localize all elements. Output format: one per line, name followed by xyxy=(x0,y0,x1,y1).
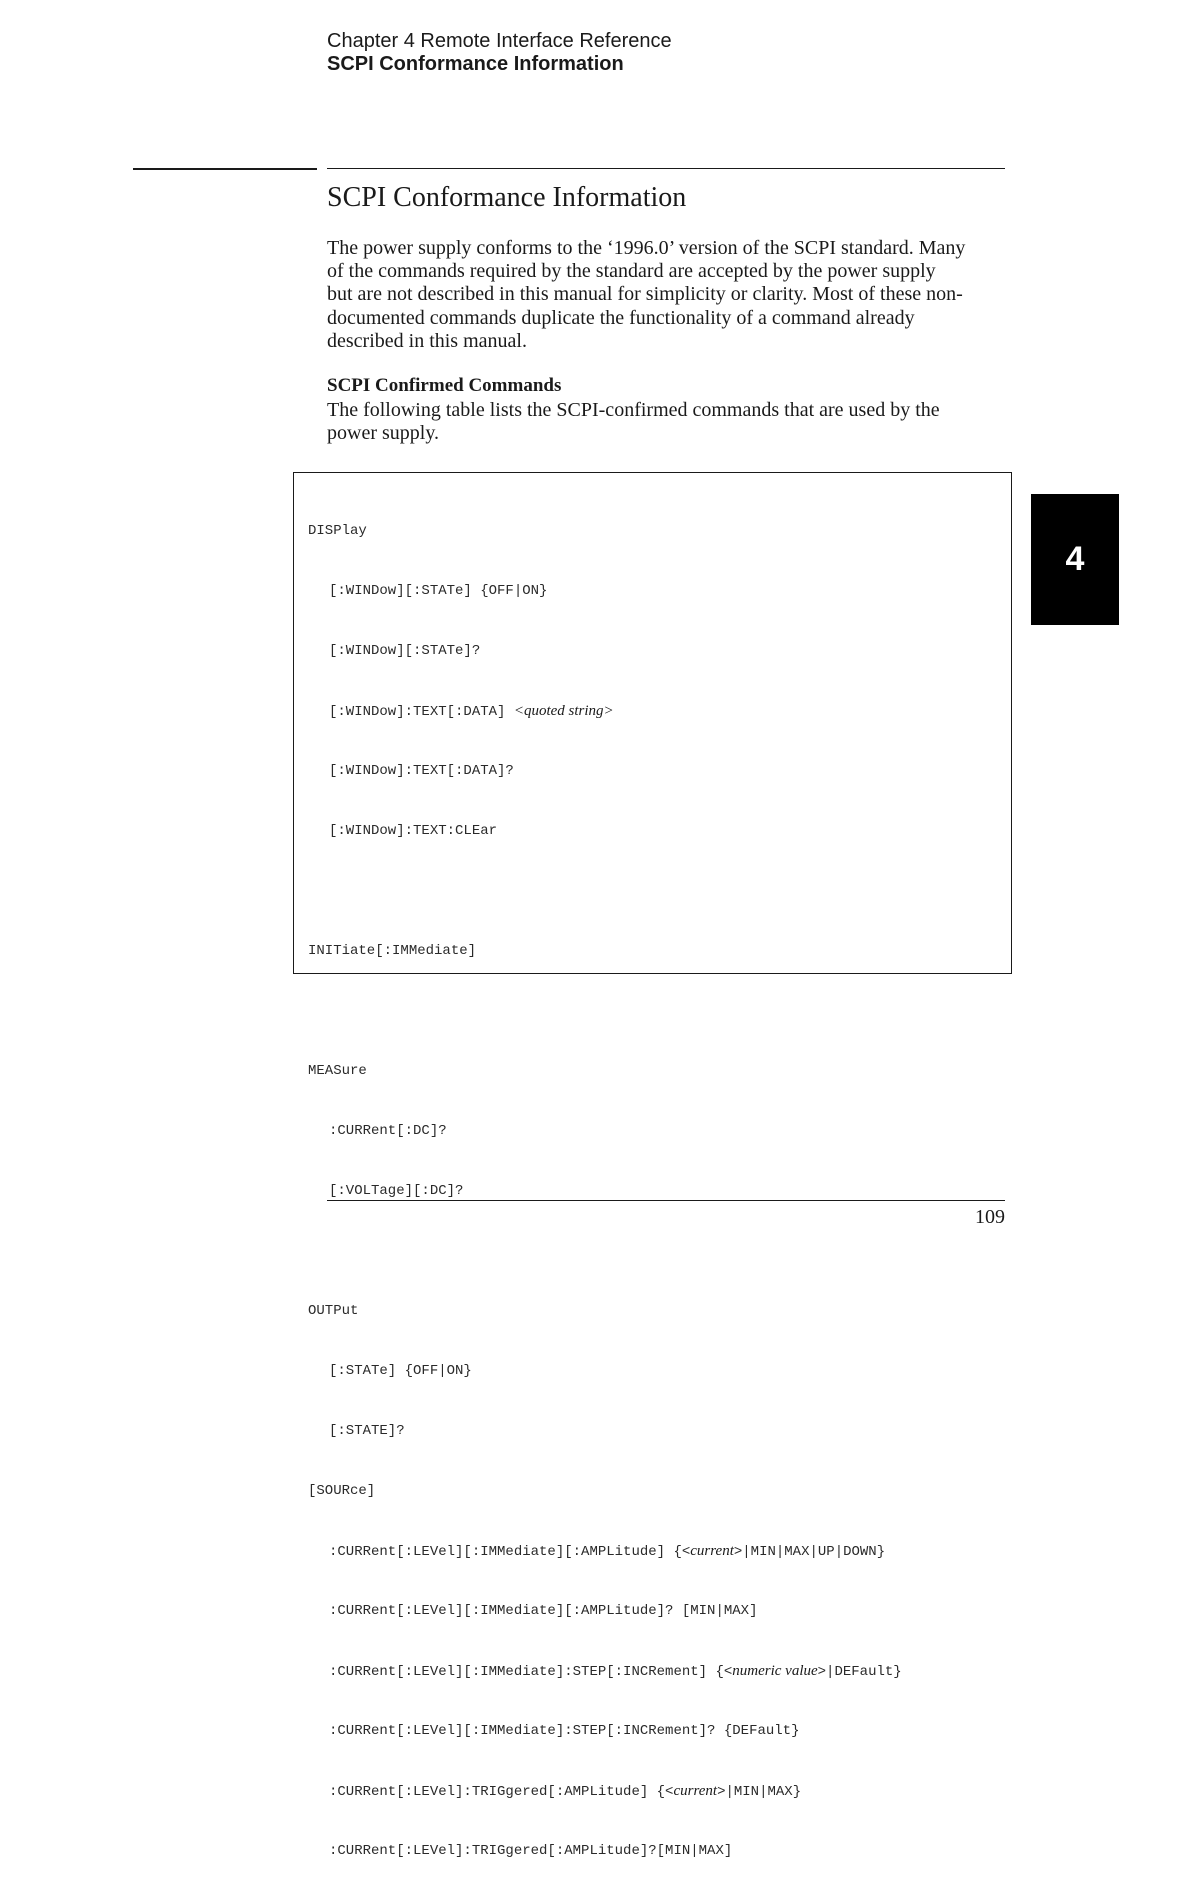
confirmed-commands-text xyxy=(327,399,1007,445)
command-line xyxy=(308,1781,902,1801)
command-spacer xyxy=(308,1241,902,1261)
command-line: [:WINDow]:TEXT:CLEar xyxy=(329,823,498,839)
intro-line: described in this manual. xyxy=(327,329,527,352)
confirmed-text-line: power supply. xyxy=(327,422,440,445)
command-spacer xyxy=(308,881,902,901)
command-line: :CURRent[:LEVel]:TRIGgered[:AMPLitude]?[MIN|MAX] xyxy=(329,1843,733,1859)
command-spacer xyxy=(308,1001,902,1021)
footer-rule xyxy=(327,1200,1005,1201)
command-line xyxy=(308,701,902,721)
command-line: :CURRent[:LEVel][:IMMediate]:STEP[:INCRement]? {DEFault} xyxy=(329,1723,800,1739)
command-text: :CURRent[:LEVel]:TRIGgered[:AMPLitude] {< xyxy=(329,1784,674,1800)
command-text: >|MIN|MAX} xyxy=(717,1784,802,1800)
command-argument: current xyxy=(690,1543,734,1559)
header-rule-right xyxy=(327,168,1005,169)
confirmed-commands-heading: SCPI Confirmed Commands xyxy=(327,375,562,396)
command-line: [:WINDow][:STATe] {OFF|ON} xyxy=(329,583,548,599)
section-title: SCPI Conformance Information xyxy=(327,182,687,213)
command-text: [:WINDow]:TEXT[:DATA] xyxy=(329,704,514,720)
command-line: [:STATE]? xyxy=(329,1423,405,1439)
running-head xyxy=(327,30,672,76)
command-line: [:STATe] {OFF|ON} xyxy=(329,1363,472,1379)
command-line: [:WINDow][:STATe]? xyxy=(329,643,481,659)
command-list xyxy=(308,481,902,1901)
command-line: [:WINDow]:TEXT[:DATA]? xyxy=(329,763,514,779)
command-text: :CURRent[:LEVel][:IMMediate][:AMPLitude] {< xyxy=(329,1544,691,1560)
command-line-source-root: [SOURce] xyxy=(308,1483,376,1499)
command-text: :CURRent[:LEVel][:IMMediate]:STEP[:INCRement] {< xyxy=(329,1664,733,1680)
command-line-measure-root: MEASure xyxy=(308,1063,367,1079)
intro-line: documented commands duplicate the functionality of a command already xyxy=(327,306,915,329)
header-rule-left xyxy=(133,168,317,170)
intro-paragraph xyxy=(327,237,1007,353)
command-argument: current xyxy=(673,1783,718,1799)
command-line-output-root: OUTPut xyxy=(308,1303,359,1319)
command-line-initiate: INITiate[:IMMediate] xyxy=(308,943,477,959)
command-text: >|DEFault} xyxy=(817,1664,902,1680)
chapter-tab: 4 xyxy=(1031,494,1119,625)
command-line: :CURRent[:LEVel][:IMMediate][:AMPLitude]? [MIN|MAX] xyxy=(329,1603,758,1619)
command-line xyxy=(308,1541,902,1561)
running-head-section: SCPI Conformance Information xyxy=(327,53,624,75)
intro-line: but are not described in this manual for simplicity or clarity. Most of these non- xyxy=(327,283,963,306)
command-line xyxy=(308,1661,902,1681)
command-line: :CURRent[:DC]? xyxy=(329,1123,447,1139)
confirmed-text-line: The following table lists the SCPI-confirmed commands that are used by the xyxy=(327,399,940,421)
command-line: [:VOLTage][:DC]? xyxy=(329,1183,464,1199)
command-argument: numeric value xyxy=(732,1663,818,1679)
intro-line: of the commands required by the standard are accepted by the power supply xyxy=(327,260,936,283)
command-line-display-root: DISPlay xyxy=(308,523,367,539)
command-argument: <quoted string> xyxy=(513,703,614,719)
command-text: >|MIN|MAX|UP|DOWN} xyxy=(733,1544,886,1560)
intro-line: The power supply conforms to the ‘1996.0’ version of the SCPI standard. Many xyxy=(327,237,966,259)
page-number: 109 xyxy=(975,1206,1005,1228)
running-head-chapter: Chapter 4 Remote Interface Reference xyxy=(327,30,672,52)
